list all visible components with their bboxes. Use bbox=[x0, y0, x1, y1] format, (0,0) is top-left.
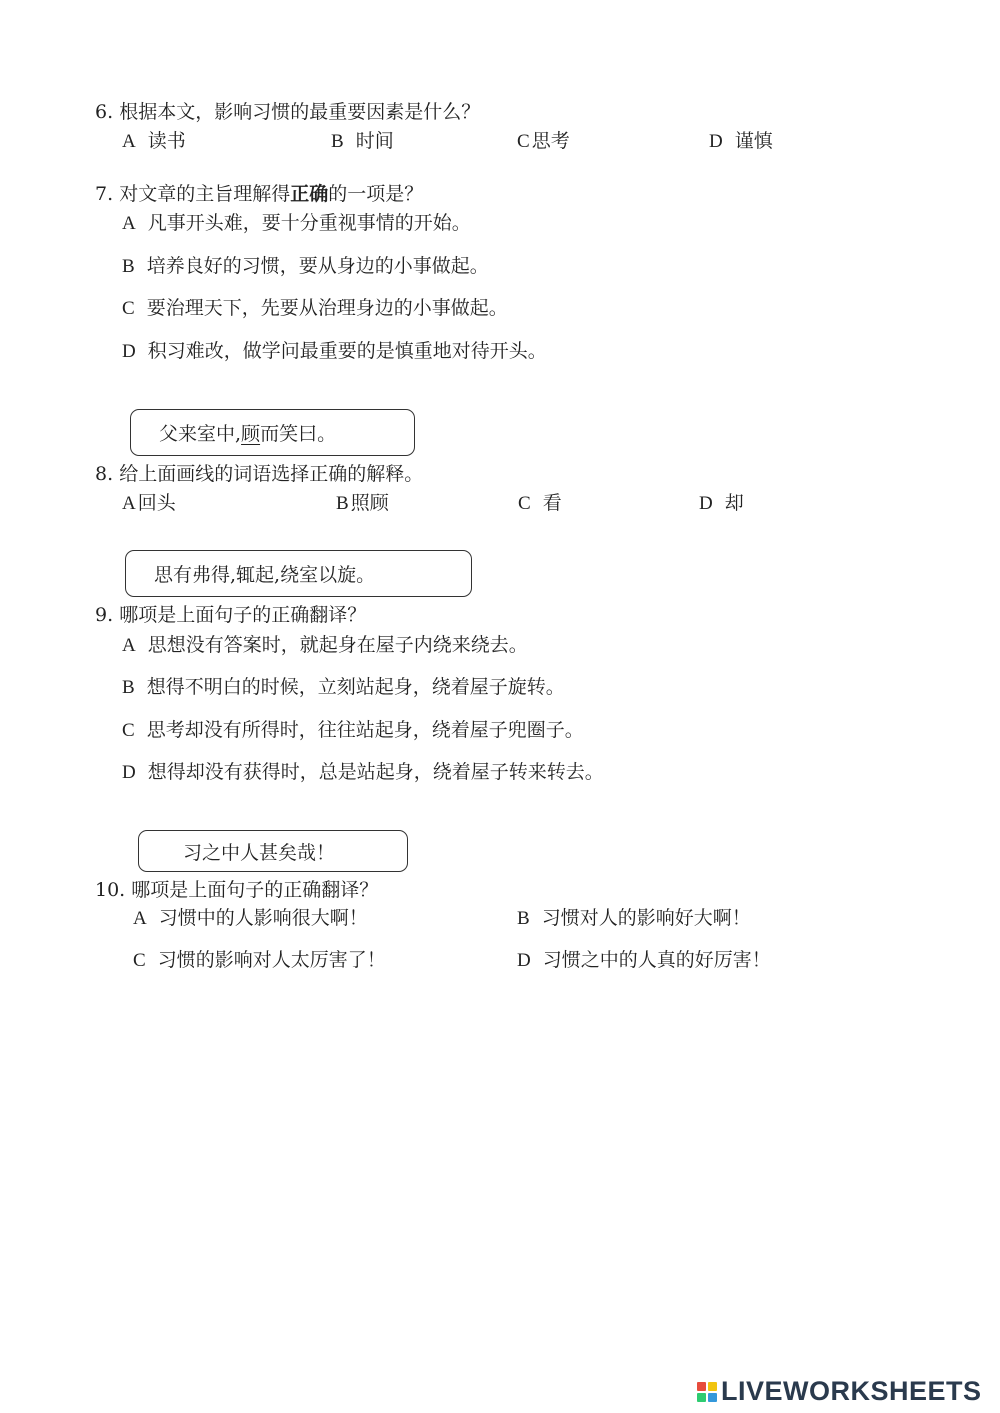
option-c[interactable]: C 习惯的影响对人太厉害了！ bbox=[133, 949, 386, 971]
option-a[interactable]: A 读书 bbox=[122, 130, 186, 152]
question-number: 7. bbox=[95, 183, 114, 205]
quote-box: 思有弗得,辄起,绕室以旋。 bbox=[125, 550, 472, 597]
question-9 bbox=[95, 600, 366, 627]
logo-mark-icon bbox=[697, 1382, 717, 1402]
option-c[interactable]: C 思考却没有所得时，往往站起身，绕着屋子兜圈子。 bbox=[122, 719, 584, 741]
logo-square bbox=[697, 1393, 706, 1402]
question-text: 哪项是上面句子的正确翻译？ bbox=[131, 879, 379, 901]
option-d[interactable]: D 却 bbox=[699, 492, 744, 514]
option-d[interactable]: D 习惯之中的人真的好厉害！ bbox=[517, 949, 771, 971]
option-c[interactable]: C 思考 bbox=[517, 130, 570, 152]
question-text: 哪项是上面句子的正确翻译？ bbox=[119, 604, 367, 626]
option-a[interactable]: A 回头 bbox=[122, 492, 176, 514]
option-a[interactable]: A 习惯中的人影响很大啊！ bbox=[133, 907, 368, 929]
logo-text: LIVEWORKSHEETS bbox=[721, 1376, 982, 1406]
quote-box: 习之中人甚矣哉！ bbox=[138, 830, 408, 872]
logo-square bbox=[708, 1382, 717, 1391]
option-b[interactable]: B 习惯对人的影响好大啊！ bbox=[517, 907, 751, 929]
question-8 bbox=[95, 459, 423, 486]
option-d[interactable]: D 想得却没有获得时，总是站起身，绕着屋子转来转去。 bbox=[122, 761, 604, 783]
underlined-word: 顾 bbox=[241, 423, 261, 445]
question-7: 7. 对文章的主旨理解得正确的一项是？ bbox=[95, 183, 424, 205]
question-number: 6. bbox=[95, 101, 114, 123]
logo-square bbox=[697, 1382, 706, 1391]
option-a[interactable]: A 思想没有答案时，就起身在屋子内绕来绕去。 bbox=[122, 634, 528, 656]
option-c[interactable]: C 要治理天下，先要从治理身边的小事做起。 bbox=[122, 297, 508, 319]
quote-box: 父来室中, 顾 而笑曰。 bbox=[130, 409, 415, 456]
question-10 bbox=[95, 875, 378, 902]
liveworksheets-logo bbox=[697, 1376, 982, 1407]
option-b[interactable]: B 培养良好的习惯，要从身边的小事做起。 bbox=[122, 255, 489, 277]
option-c[interactable]: C 看 bbox=[518, 492, 562, 514]
question-text: 根据本文，影响习惯的最重要因素是什么？ bbox=[119, 101, 481, 123]
logo-square bbox=[708, 1393, 717, 1402]
option-b[interactable]: B 时间 bbox=[331, 130, 394, 152]
question-number: 8. bbox=[95, 463, 114, 485]
question-6 bbox=[95, 97, 480, 124]
question-number: 10. bbox=[95, 879, 126, 901]
question-text: 给上面画线的词语选择正确的解释。 bbox=[119, 463, 424, 485]
option-b[interactable]: B 照顾 bbox=[336, 492, 389, 514]
emphasis-word: 正确 bbox=[290, 183, 329, 205]
option-b[interactable]: B 想得不明白的时候，立刻站起身，绕着屋子旋转。 bbox=[122, 676, 565, 698]
question-number: 9. bbox=[95, 604, 114, 626]
option-d[interactable]: D 积习难改，做学问最重要的是慎重地对待开头。 bbox=[122, 340, 547, 362]
option-d[interactable]: D 谨慎 bbox=[709, 130, 773, 152]
option-a[interactable]: A 凡事开头难，要十分重视事情的开始。 bbox=[122, 212, 471, 234]
